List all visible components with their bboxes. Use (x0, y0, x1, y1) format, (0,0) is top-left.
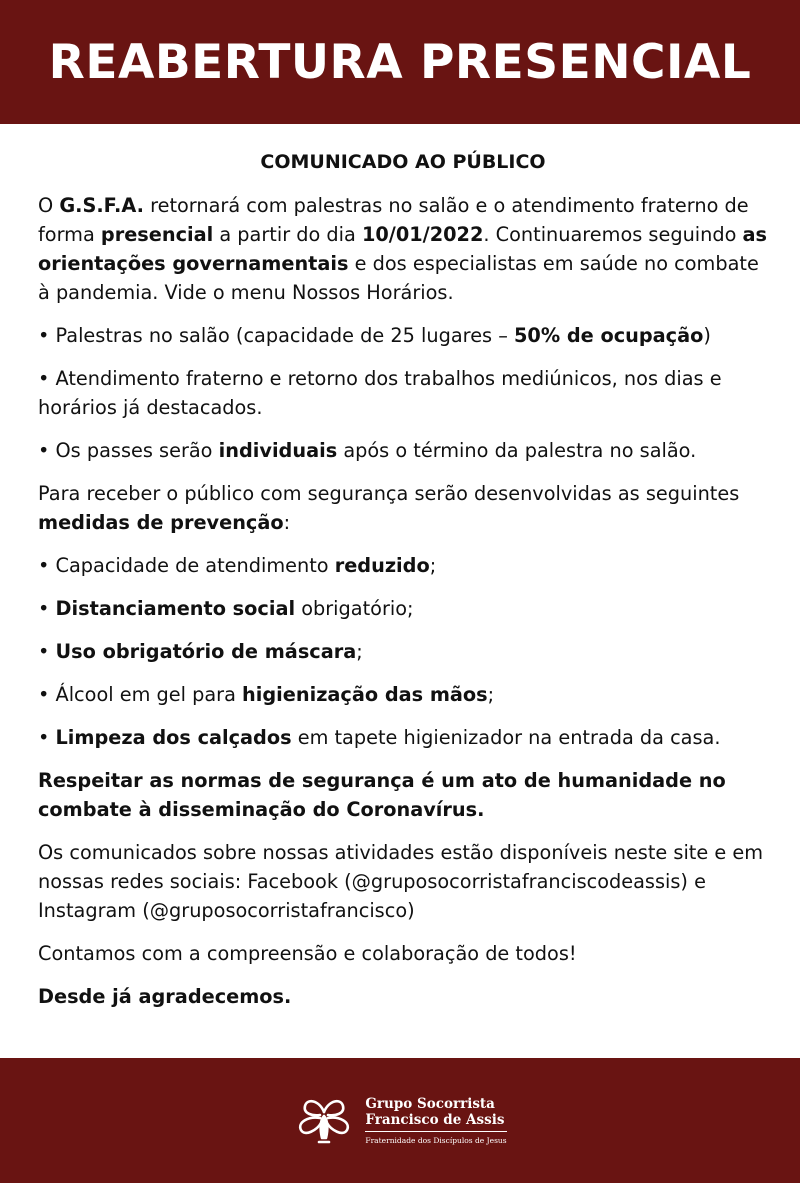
logo-subtitle: Fraternidade dos Discípulos de Jesus (365, 1136, 507, 1145)
logo-name-line2: Francisco de Assis (365, 1112, 505, 1128)
body-text: . Continuaremos seguindo (483, 223, 743, 246)
footer-banner (0, 1058, 800, 1183)
logo-divider (365, 1131, 506, 1132)
announcement-body (38, 148, 768, 1025)
body-text: • (38, 597, 56, 620)
body-text: após o término da palestra no salão. (337, 439, 697, 462)
emphasis-text: medidas de prevenção (38, 511, 284, 534)
emphasis-text: Limpeza dos calçados (55, 726, 292, 749)
body-text: em tapete higienizador na entrada da casa. (291, 726, 721, 749)
body-text: obrigatório; (295, 597, 414, 620)
emphasis-text: G.S.F.A. (59, 194, 144, 217)
closing-paragraph: Desde já agradecemos. (38, 985, 292, 1008)
prevention-item-capacidade (38, 551, 768, 580)
body-text: ) (703, 324, 711, 347)
body-text: retornará com palestras no salão e o atendimento fraterno de forma (38, 194, 749, 246)
body-text: • (38, 726, 56, 749)
body-text: a partir do dia (213, 223, 362, 246)
header-banner (0, 0, 800, 124)
social-paragraph: Os comunicados sobre nossas atividades estão disponíveis neste site e em nossas redes sociais: Facebook (@gruposocorristafranciscodeassis) e Instagram (@gruposocorristafrancisco) (38, 841, 763, 922)
body-text: • Palestras no salão (capacidade de 25 lugares – (38, 324, 514, 347)
announcement-subtitle: COMUNICADO AO PÚBLICO (260, 151, 546, 173)
intro-paragraph (38, 191, 768, 307)
emphasis-text: individuais (218, 439, 338, 462)
body-text: • (38, 640, 56, 663)
page-title: REABERTURA PRESENCIAL (48, 34, 752, 90)
body-text: e dos especialistas em saúde no combate à pandemia. Vide o menu Nossos Horários. (38, 252, 759, 304)
emphasis-text: presencial (100, 223, 214, 246)
body-text: O (38, 194, 60, 217)
organization-logo (293, 1090, 506, 1152)
body-text: ; (429, 554, 437, 577)
emphasis-text: as orientações governamentais (38, 223, 768, 275)
list-item-palestras (38, 321, 768, 350)
prevention-item-mascara (38, 637, 768, 666)
body-text: • Atendimento fraterno e retorno dos trabalhos mediúnicos, nos dias e horários já destacados. (38, 367, 722, 419)
emphasis-text: higienização das mãos (242, 683, 488, 706)
body-text: • Capacidade de atendimento (38, 554, 335, 577)
emphasis-text: reduzido (334, 554, 430, 577)
thanks-paragraph: Contamos com a compreensão e colaboração de todos! (38, 942, 577, 965)
body-text: • Os passes serão (38, 439, 219, 462)
emphasis-text: 50% de ocupação (514, 324, 704, 347)
prevention-item-limpeza (38, 723, 768, 752)
clover-cross-logo-icon (293, 1090, 355, 1152)
prevention-item-distanciamento (38, 594, 768, 623)
emphasis-text: Uso obrigatório de máscara (55, 640, 357, 663)
prevention-intro (38, 479, 768, 537)
body-text: ; (487, 683, 495, 706)
body-text: • Álcool em gel para (38, 683, 243, 706)
list-item-atendimento (38, 364, 768, 422)
logo-name-line1: Grupo Socorrista (365, 1096, 495, 1112)
prevention-item-alcool (38, 680, 768, 709)
body-text: : (283, 511, 291, 534)
warning-paragraph: Respeitar as normas de segurança é um ato de humanidade no combate à disseminação do Coronavírus. (38, 769, 726, 821)
emphasis-text: Distanciamento social (55, 597, 296, 620)
body-text: Para receber o público com segurança serão desenvolvidas as seguintes (38, 482, 740, 505)
body-text: ; (356, 640, 363, 663)
list-item-passes (38, 436, 768, 465)
emphasis-text: 10/01/2022 (361, 223, 484, 246)
